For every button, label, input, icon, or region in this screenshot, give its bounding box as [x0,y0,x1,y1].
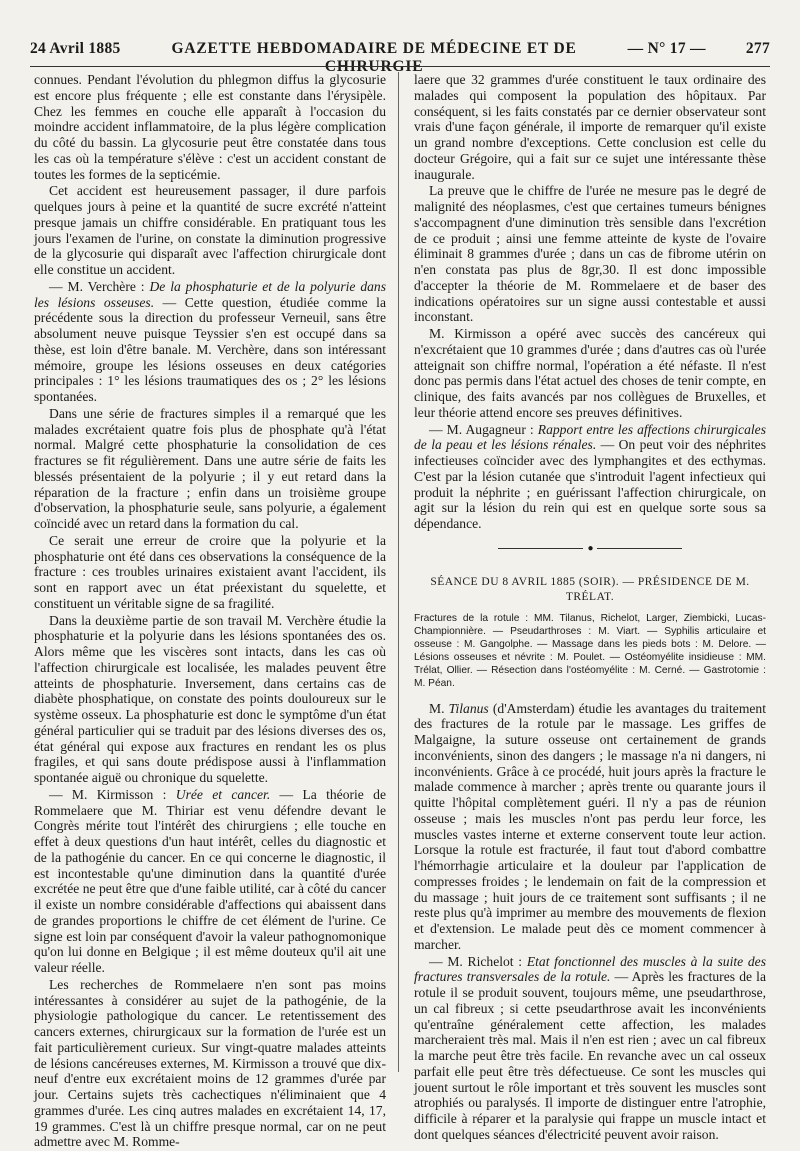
paragraph-text: — Après les fractures de la rotule il se produit souvent, toujours même, une pseudarthrose, un cal fibreux ; si cette pseudarthrose avait les inconvénients qu'entraîne généralement cette affection, les malades marcheraient très mal. Mais il n'en est rien ; avec un cal fibreux la marche peut être très facile. En revanche avec un cal osseux parfait elle peut être très défectueuse. Ce sont les muscles qui jouent surtout le rôle important et très souvent les muscles sont atrophiés ou paralysés. Il importe de distinguer entre l'atrophie, difficile à réparer et la paralysie qui frappe un muscle intact et dont quelques séances d'électricité peuvent avoir raison. [414,969,766,1142]
paragraph: connues. Pendant l'évolution du phlegmon diffus la glycosurie est encore plus fréquente ; elle est constante dans l'érysipèle. Chez les femmes en couche elle apparaît à l'occasion du moindre accident inflammatoire, de la plus légère complication du côté du bassin. La glycosurie peut être constatée dans tous les cas où la température s'élève : c'est un accident constant de toutes les formes de la septicémie. [34,72,386,182]
article-title: De la phosphaturie et de la polyurie dans les lésions osseuses. [34,278,387,310]
paragraph-verchere [34,279,386,405]
paragraph-text: — On peut voir des néphrites infectieuses coïncider avec des lymphangites et des ecthymas. C'est par la lésion cutanée que s'introduit l'agent infectieux qui produit la néphrite ; en guérissant l'affection chirurgicale, on agit sur la lésion du rein qui est en quelque sorte sous sa dépendance. [414,437,766,531]
paragraph-text: (d'Amsterdam) étudie les avantages du traitement des fractures de la rotule par le massage. Les griffes de Malgaigne, la suture osseuse ont certainement de grands inconvénients, sinon des dangers ; le massage n'a ni dangers, ni inconvénients. Grâce à ce procédé, huit jours après la fracture le malade commence à marcher ; après trente ou quarante jours il quitte l'hôpital complètement guéri. Il n'y a pas de réunion osseuse ; mais les muscles n'ont pas perdu leur force, les muscles vastes interne et externe conservent toute leur action. Lorsque la rotule est fracturée, il faut tout d'abord combattre l'hémorrhagie articulaire et la douleur par l'application de compresses froides ; le lendemain on fait de la compression et du massage ; huit jours de ce traitement sont suffisants ; il ne reste plus qu'à imprimer au membre des mouvements de flexion et d'extension. Le malade peut dès ce moment commencer à marcher. [414,700,767,952]
paragraph-tilanus [414,701,766,953]
section-separator: ● [414,540,766,557]
paragraph-text: — Cette question, étudiée comme la précédente sous la direction du professeur Verneuil, sans être absolument neuve puisque Teyssier s'en est occupé dans sa thèse, est loin d'être banale. M. Verchère, dans son intéressant mémoire, groupe les lésions osseuses en deux catégories principales : 1° les lésions traumatiques des os ; 2° les lésions spontanées. [34,294,386,404]
left-column [34,72,386,1151]
author-prefix: M. [429,700,449,716]
author: — M. Richelot : [429,953,527,969]
right-column [414,72,766,1144]
paragraph: M. Kirmisson a opéré avec succès des cancéreux qui n'excrétaient que 10 grammes d'urée ; dans d'autres cas où l'urée atteignait son chiffre normal, l'opération a été néfaste. Il n'est donc pas permis dans l'état actuel des choses de tenir compte, en clinique, des faits avancés par nos collègues de Bruxelles, et leur théorie attend encore ses preuves définitives. [414,326,766,420]
paragraph-text: — La théorie de Rommelaere que M. Thiriar est venu défendre devant le Congrès mérite tout l'intérêt des chirurgiens ; elle touche en effet à deux questions d'un haut intérêt, celles du diagnostic et de la pathogénie du cancer. En ce qui concerne le diagnostic, il est incontestable qu'une diminution dans la quantité d'urée excrétée ne peut être que d'une faible utilité, car à côté du cancer il existe un nombre considérable d'affections qui abaissent dans de grandes proportions le chiffre de cet élément de l'urine. Ce signe est loin par conséquent d'avoir la valeur pathognomonique qu'on lui donne en Belgique ; il est même douteux qu'il ait une valeur réelle. [34,786,386,975]
paragraph: Cet accident est heureusement passager, il dure parfois quelques jours à peine et la quantité de sucre excrété n'atteint presque jamais un chiffre considérable. En pratiquant tous les jours l'examen de l'urine, on constate la diminution progressive de la glycosurie qui disparaît avec l'affection chirurgicale dont elle constitue un accident. [34,183,386,277]
column-divider [398,72,399,1072]
article-title: Rapport entre les affections chirurgicales de la peau et les lésions rénales. [414,421,766,453]
issue-number: — N° 17 — [627,40,706,57]
paragraph: Dans une série de fractures simples il a remarqué que les malades excrétaient quatre fois plus de phosphate qu'à l'état normal. Malgré cette phosphaturie la consolidation de ces fractures se fit régulièrement. Dans une autre série de faits les blessés présentaient de la polyurie ; il y eut retard dans la réparation de la fracture ; enfin dans un troisième groupe d'observation, la phosphaturie seule, sans polyurie, a également coïncidé avec un retard dans la formation du cal. [34,405,386,531]
paragraph-richelot [414,954,766,1143]
paragraph: Les recherches de Rommelaere n'en sont pas moins intéressantes à considérer au sujet de la pathogénie, de la physiologie pathologique du cancer. Le retentissement des cancers externes, chirurgicaux sur la formation de l'urée est un fait particulièrement curieux. Sur vingt-quatre malades atteints de lésions cancéreuses externes, M. Kirmisson a trouvé que dix-neuf d'entre eux excrétaient moins de 12 grammes d'urée par jour. Certains sujets très cachectiques n'éliminaient que 4 grammes d'urée. Les cinq autres malades en excrétaient 14, 17, 19 grammes. C'est là un chiffre presque normal, car on ne peut admettre avec M. Romme- [34,976,386,1150]
paragraph-kirmisson [34,787,386,976]
header-date: 24 Avril 1885 [30,40,121,57]
author: — M. Augagneur : [429,421,538,437]
author-name: Tilanus [448,700,489,716]
journal-title: GAZETTE HEBDOMADAIRE DE MÉDECINE ET DE CHIRURGIE [171,40,577,75]
article-title: Urée et cancer. [175,786,271,802]
paragraph-augagneur [414,422,766,532]
running-header [30,40,770,75]
author: — M. Verchère : [49,278,150,294]
author: — M. Kirmisson : [49,786,176,802]
paragraph: La preuve que le chiffre de l'urée ne mesure pas le degré de malignité des néoplasmes, c'est que certaines tumeurs bénignes s'accompagnent d'une diminution très sensible dans l'excrétion de ce produit ; ainsi une femme atteinte de kyste de l'ovaire éliminait 8 grammes d'urée ; dans un cas de fibrome utérin on n'en constata pas plus de 8gr,30. Il est donc impossible d'accepter la théorie de M. Rommelaere et de baser des indications opératoires sur un signe aussi contestable et aussi inconstant. [414,183,766,325]
session-heading: SÉANCE DU 8 AVRIL 1885 (SOIR). — PRÉSIDENCE DE M. TRÉLAT. [430,575,750,604]
header-rule [30,66,770,67]
article-title: Etat fonctionnel des muscles à la suite des fractures transversales de la rotule. [414,953,766,985]
session-summary: Fractures de la rotule : MM. Tilanus, Richelot, Larger, Ziembicki, Lucas-Championnière. — Pseudarthroses : M. Viart. — Syphilis articulaire et osseuse : M. Gangolphe. — Massage dans les pieds bots : M. Delore. — Lésions osseuses et névrite : M. Poulet. — Ostéomyélite insidieuse : MM. Trélat, Ollier. — Résection dans l'ostéomyélite : M. Cerné. — Gastrotomie : M. Péan. [414,613,766,690]
paragraph: Ce serait une erreur de croire que la polyurie et la phosphaturie ont été dans ces observations la conséquence de la fracture : ces troubles urinaires existaient avant l'accident, ils sont en rapport avec un état préexistant du squelette, et constituent un véritable signe de sa fragilité. [34,532,386,611]
page-number: 277 [745,40,770,57]
paragraph: laere que 32 grammes d'urée constituent le taux ordinaire des malades qui composent la population des hôpitaux. Par conséquent, si les faits constatés par ce dernier observateur sont vrais d'une façon générale, il importe de remarquer qu'il existe un grand nombre d'exceptions. Cette conclusion est celle du docteur Grégoire, qui a fait sur ce sujet une intéressante thèse inaugurale. [414,72,766,182]
paragraph: Dans la deuxième partie de son travail M. Verchère étudie la phosphaturie et la polyurie dans les lésions spontanées des os. Alors même que les viscères sont intacts, dans les cas où l'affection chirurgicale est localisée, les malades peuvent être atteints de phosphaturie. Inversement, dans certains cas de diabète phosphatique, on constate des points douloureux sur le système osseux. La phosphaturie est donc le symptôme d'un état général particulier qui se traduit par des lésions diverses des os, état général qui expose aux fractures en rendant les os plus fragiles, et qui sans doute prédispose aussi à l'inflammation spontanée aiguë ou chronique du squelette. [34,612,386,785]
